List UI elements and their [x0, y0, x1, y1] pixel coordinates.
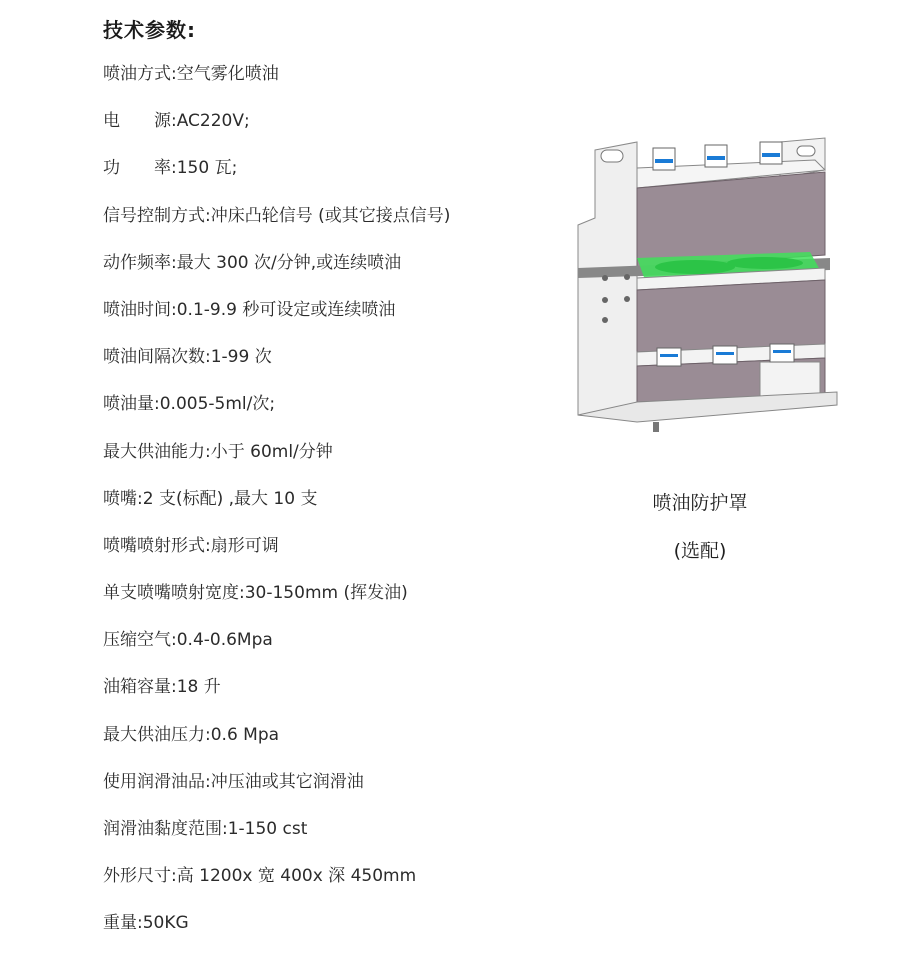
spec-item: 压缩空气:0.4-0.6Mpa [103, 630, 273, 651]
spec-item: 最大供油能力:小于 60ml/分钟 [103, 441, 333, 462]
spec-item: 喷嘴:2 支(标配) ,最大 10 支 [103, 488, 318, 509]
spec-item: 外形尺寸:高 1200x 宽 400x 深 450mm [103, 866, 417, 887]
spec-item: 动作频率:最大 300 次/分钟,或连续喷油 [103, 252, 402, 273]
spec-item: 喷油间隔次数:1-99 次 [103, 347, 272, 368]
spray-guard-illustration [575, 130, 845, 440]
spec-item: 喷嘴喷射形式:扇形可调 [103, 535, 279, 556]
page-title: 技术参数: [103, 18, 196, 42]
spec-item: 单支喷嘴喷射宽度:30-150mm (挥发油) [103, 583, 408, 604]
figure-caption-note: (选配) [673, 540, 727, 562]
spec-item: 电 源:AC220V; [103, 111, 250, 132]
spec-item: 最大供油压力:0.6 Mpa [103, 724, 280, 745]
spec-item: 功 率:150 瓦; [103, 158, 238, 179]
spec-item: 喷油量:0.005-5ml/次; [103, 394, 276, 415]
spec-list [103, 62, 450, 959]
spec-item: 重量:50KG [103, 913, 189, 934]
spec-item: 喷油时间:0.1-9.9 秒可设定或连续喷油 [103, 299, 396, 320]
spec-item: 使用润滑油品:冲压油或其它润滑油 [103, 771, 364, 792]
figure-caption: 喷油防护罩 [652, 492, 748, 514]
spec-item: 润滑油黏度范围:1-150 cst [103, 819, 308, 839]
spec-item: 喷油方式:空气雾化喷油 [103, 64, 279, 84]
spec-item: 油箱容量:18 升 [103, 677, 221, 698]
spec-item: 信号控制方式:冲床凸轮信号 (或其它接点信号) [103, 205, 451, 226]
